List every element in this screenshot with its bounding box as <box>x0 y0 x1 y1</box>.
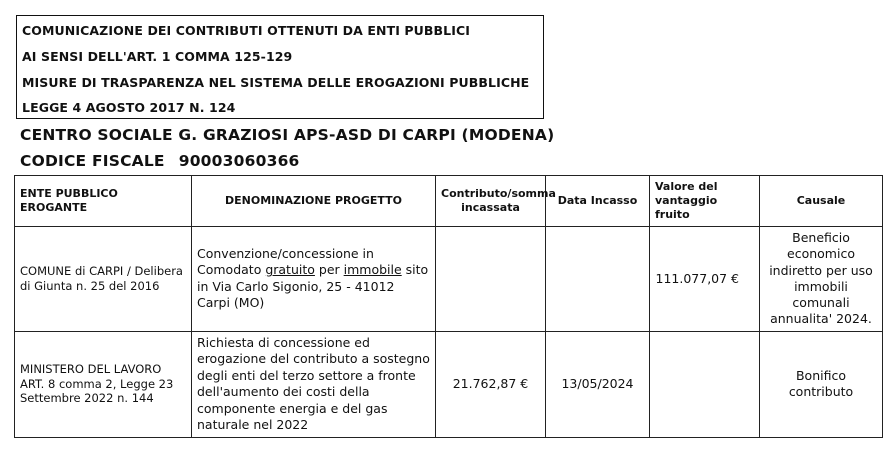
cell-causale: Beneficio economico indiretto per uso immobili comunali annualita' 2024. <box>760 227 883 332</box>
cell-ente: MINISTERO DEL LAVORO ART. 8 comma 2, Legge 23 Settembre 2022 n. 144 <box>15 331 192 437</box>
header-law-reference: AI SENSI DELL'ART. 1 COMMA 125-129 <box>22 49 293 64</box>
cell-ente: COMUNE di CARPI / Delibera di Giunta n. 25 del 2016 <box>15 227 192 332</box>
cell-valore <box>650 331 760 437</box>
cell-data: 13/05/2024 <box>546 331 650 437</box>
cell-contributo <box>436 227 546 332</box>
header-box <box>16 15 544 119</box>
fiscal-code-line <box>20 152 300 170</box>
header-title: COMUNICAZIONE DEI CONTRIBUTI OTTENUTI DA ENTI PUBBLICI <box>22 23 471 38</box>
column-header-ente: ENTE PUBBLICO EROGANTE <box>15 176 192 227</box>
cell-valore: 111.077,07 € <box>650 227 760 332</box>
contributions-table <box>14 175 883 438</box>
cell-causale: Bonifico contributo <box>760 331 883 437</box>
header-transparency: MISURE DI TRASPARENZA NEL SISTEMA DELLE EROGAZIONI PUBBLICHE <box>22 75 530 90</box>
column-header-progetto: DENOMINAZIONE PROGETTO <box>192 176 436 227</box>
column-header-causale: Causale <box>760 176 883 227</box>
fiscal-code-label: CODICE FISCALE <box>20 152 165 170</box>
organization-name: CENTRO SOCIALE G. GRAZIOSI APS-ASD DI CARPI (MODENA) <box>20 126 555 144</box>
column-header-contributo: Contributo/somma incassata <box>436 176 546 227</box>
table-header-row <box>15 176 883 227</box>
cell-progetto: Convenzione/concessione in Comodato gratuito per immobile sito in Via Carlo Sigonio, 25 - 41012 Carpi (MO) <box>192 227 436 332</box>
table-row <box>15 331 883 437</box>
table-row <box>15 227 883 332</box>
cell-contributo: 21.762,87 € <box>436 331 546 437</box>
cell-data <box>546 227 650 332</box>
fiscal-code-value: 90003060366 <box>178 152 300 170</box>
cell-progetto: Richiesta di concessione ed erogazione del contributo a sostegno degli enti del terzo settore a fronte dell'aumento dei costi della componente energia e del gas naturale nel 2022 <box>192 331 436 437</box>
header-law-date: LEGGE 4 AGOSTO 2017 N. 124 <box>22 100 236 115</box>
column-header-data: Data Incasso <box>546 176 650 227</box>
column-header-valore: Valore del vantaggio fruito <box>650 176 760 227</box>
